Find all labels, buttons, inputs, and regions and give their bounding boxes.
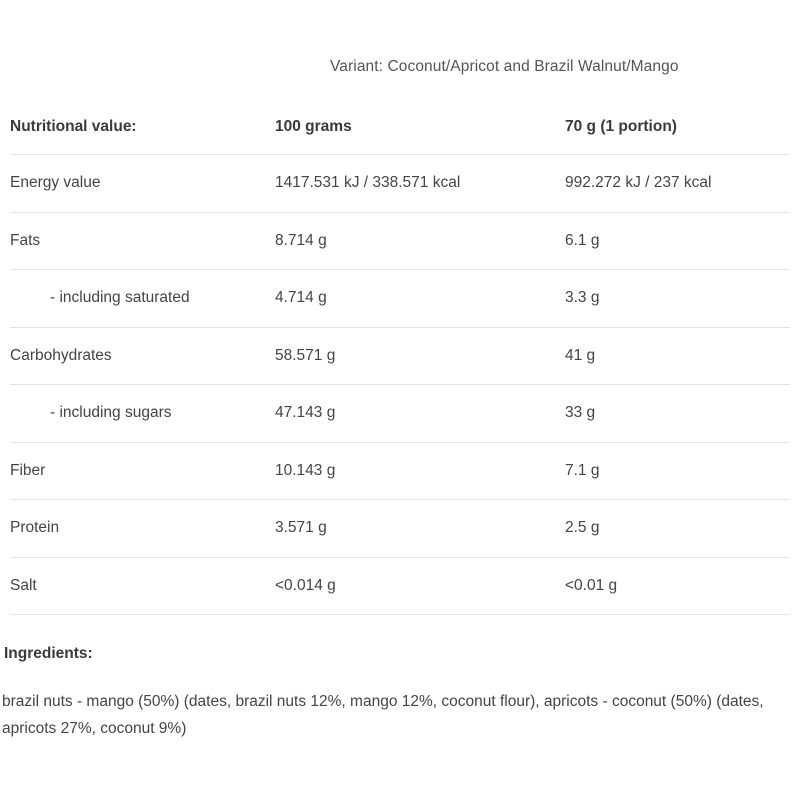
table-row [10,212,790,270]
column-header-100-grams: 100 grams [275,118,352,135]
row-label: Protein [10,519,60,537]
table-header-row [10,104,790,155]
nutrition-table [10,104,790,615]
row-value-100g: 1417.531 kJ / 338.571 kcal [275,174,461,192]
row-value-100g: 8.714 g [275,231,327,249]
row-value-portion: 3.3 g [565,289,600,307]
row-value-100g: 10.143 g [275,461,336,479]
table-header [10,104,790,155]
row-label: Carbohydrates [10,346,112,364]
row-value-100g: 4.714 g [275,289,327,307]
ingredients-text: brazil nuts - mango (50%) (dates, brazil nuts 12%, mango 12%, coconut flour), apricots - coconut (50%) (dates, apricots 27%, coconut 9%) [2,693,764,737]
variant-label: Variant: Coconut/Apricot and Brazil Walnut/Mango [330,58,679,75]
row-label: - including saturated [50,289,190,307]
row-value-100g: 3.571 g [275,519,327,537]
table-body [10,155,790,615]
row-label: Fats [10,231,41,249]
row-value-portion: 41 g [565,346,596,364]
row-value-portion: 2.5 g [565,519,600,537]
row-value-100g: <0.014 g [275,576,336,594]
row-label: Fiber [10,461,46,479]
row-value-100g: 47.143 g [275,404,336,422]
table-row [10,155,790,213]
table-row [10,500,790,558]
row-value-portion: 7.1 g [565,461,600,479]
row-value-portion: 33 g [565,404,596,422]
table-row [10,557,790,615]
table-row [10,270,790,328]
row-value-portion: 992.272 kJ / 237 kcal [565,174,712,192]
row-label: Energy value [10,174,101,192]
row-value-100g: 58.571 g [275,346,336,364]
table-row [10,442,790,500]
row-label: - including sugars [50,404,172,422]
row-value-portion: <0.01 g [565,576,618,594]
row-label: Salt [10,576,37,594]
table-row [10,385,790,443]
ingredients-title: Ingredients: [4,645,93,662]
column-header-portion: 70 g (1 portion) [565,118,677,135]
row-value-portion: 6.1 g [565,231,600,249]
table-row [10,327,790,385]
column-header-nutritional-value: Nutritional value: [10,118,137,135]
